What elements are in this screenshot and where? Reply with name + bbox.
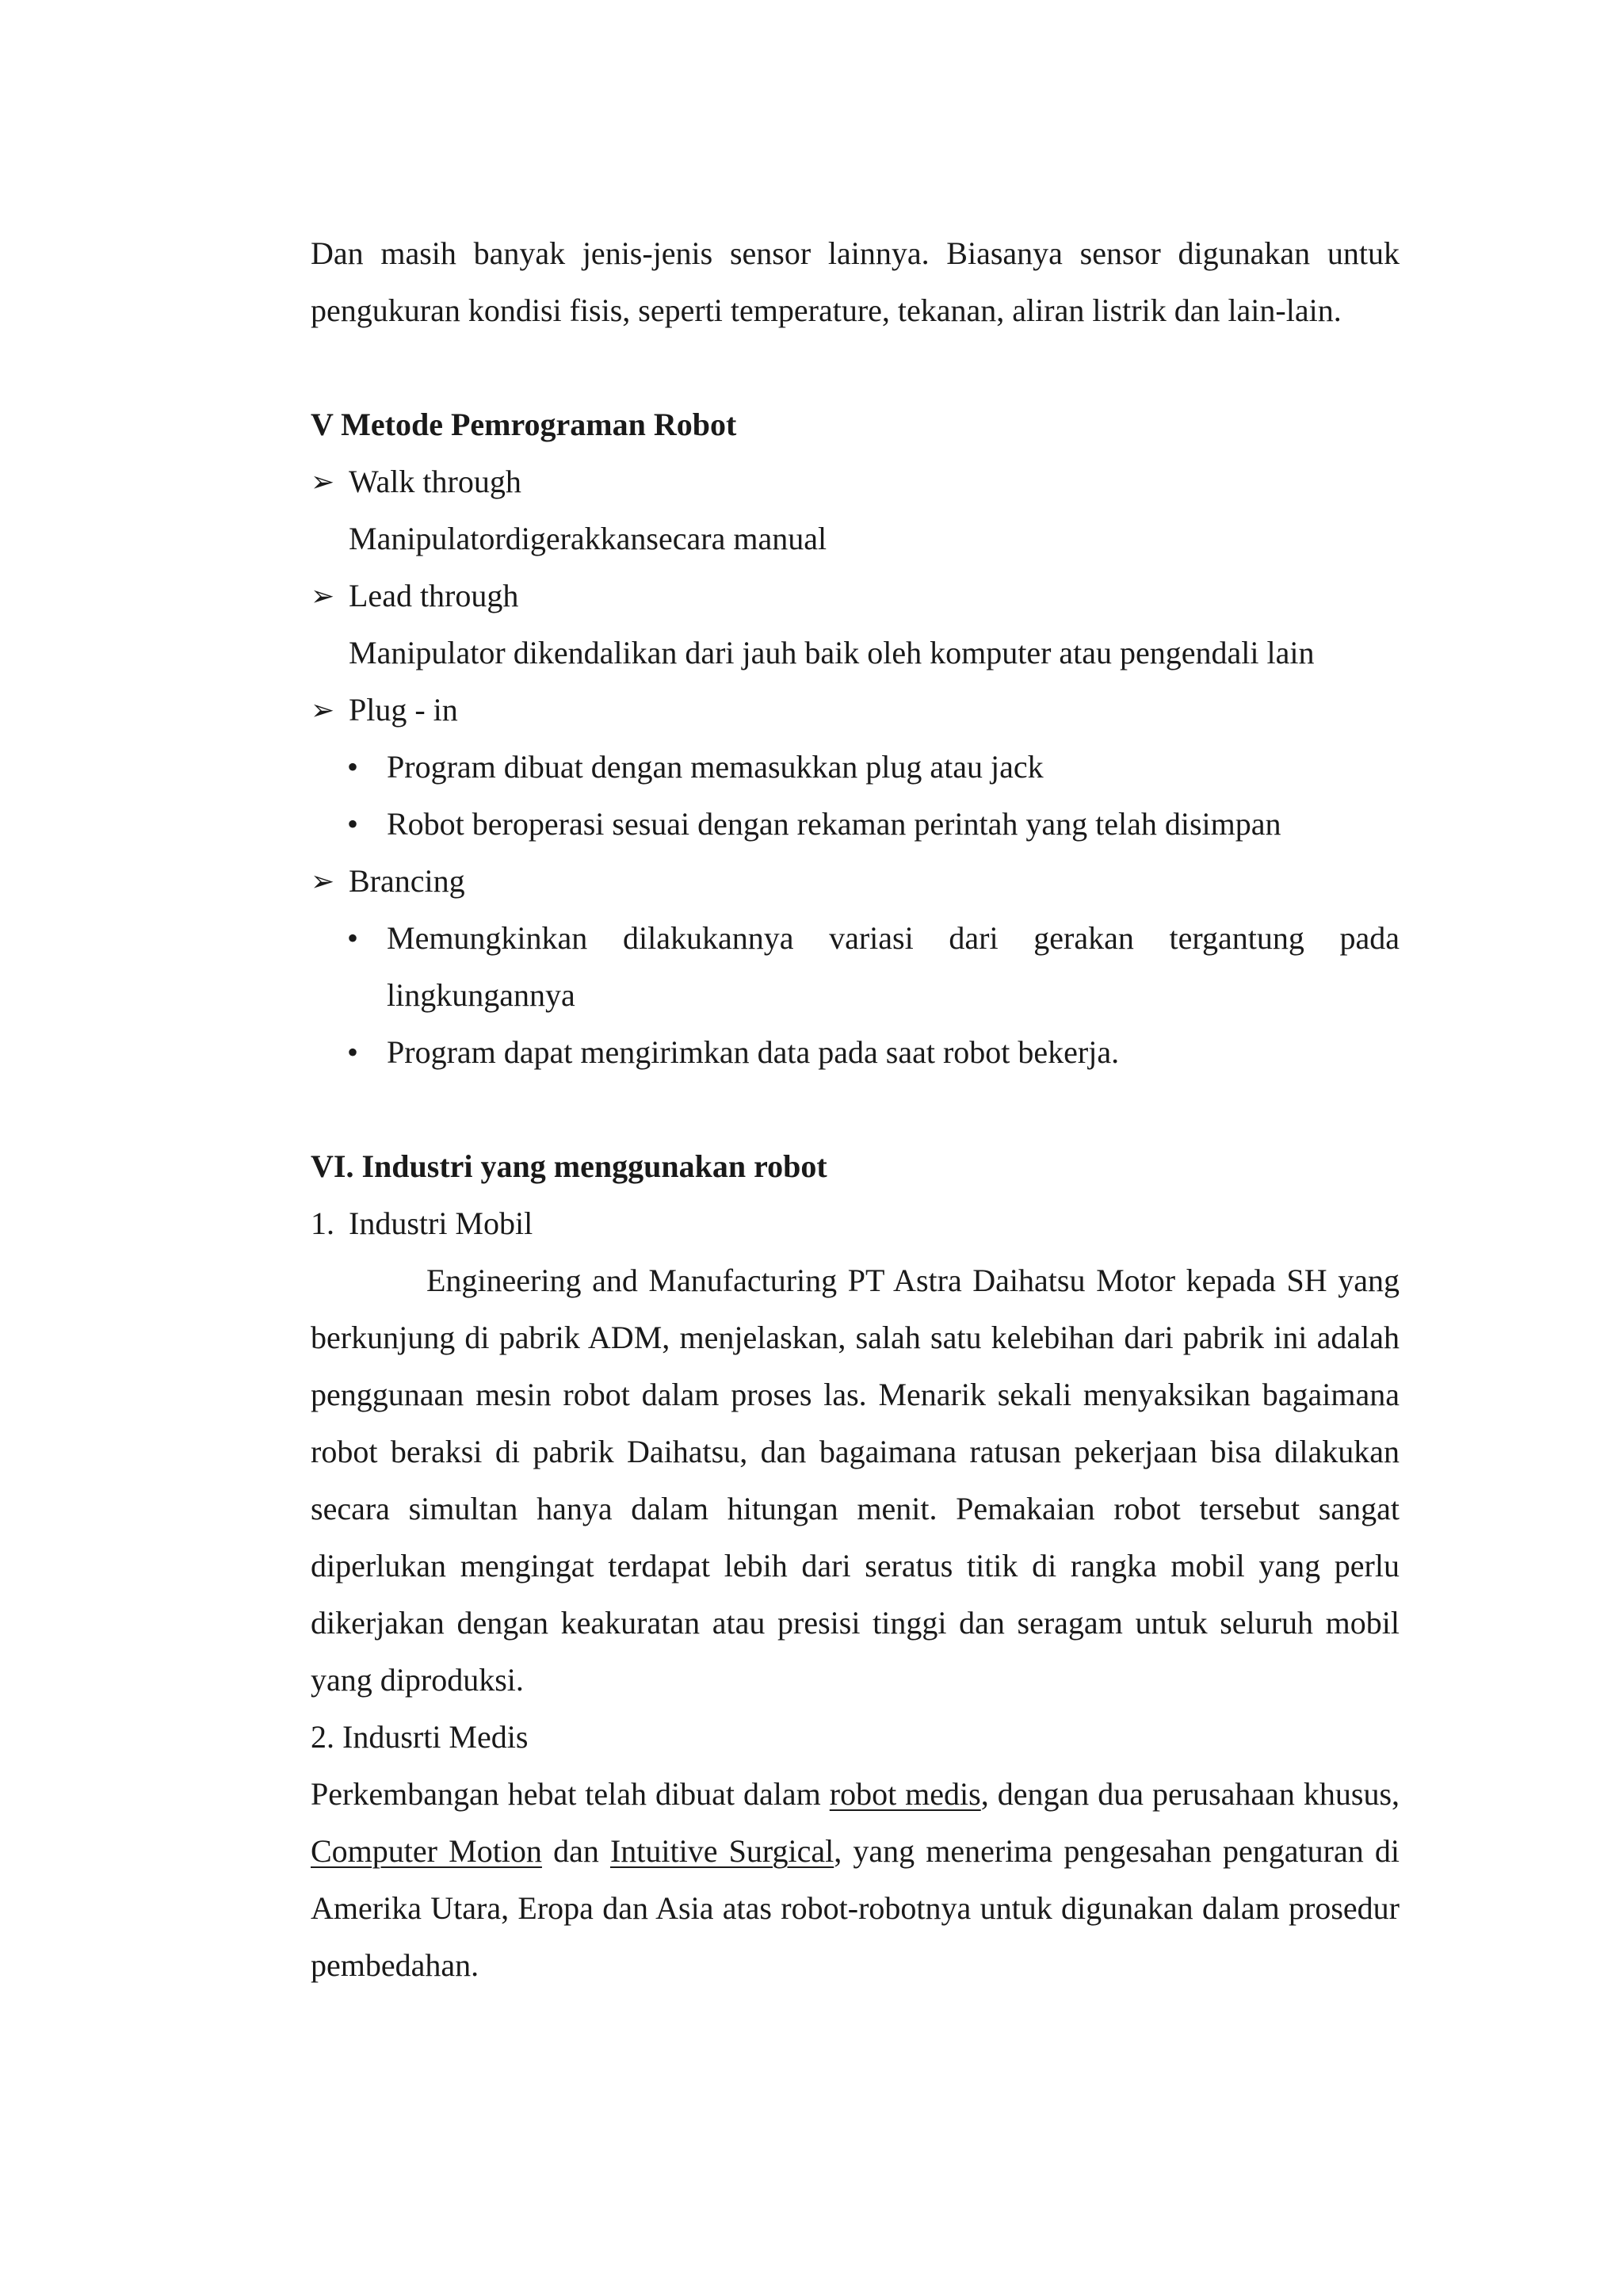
industry-item-car: [311, 1195, 1400, 1252]
sub-bullet-text: Memungkinkan dilakukannya variasi dari gerakan tergantung pada lingkungannya: [387, 920, 1400, 1013]
paragraph-text: dan: [541, 1833, 610, 1869]
section-5-heading: V Metode Pemrograman Robot: [311, 407, 737, 442]
list-item-label: Plug - in: [349, 692, 458, 728]
sub-bullet-text: Program dibuat dengan memasukkan plug atau jack: [387, 749, 1044, 785]
sub-bullet-text: Program dapat mengirimkan data pada saat robot bekerja.: [387, 1034, 1120, 1070]
list-item-description: Manipulator dikendalikan dari jauh baik oleh komputer atau pengendali lain: [349, 635, 1315, 670]
arrow-bullet-icon: ➢: [311, 580, 335, 612]
sub-bullet-text: Robot beroperasi sesuai dengan rekaman perintah yang telah disimpan: [387, 806, 1281, 842]
sub-bullet-item: [311, 1024, 1400, 1081]
list-item-label: Brancing: [349, 863, 465, 899]
paragraph-text: , yang menerima pengesahan pengaturan di Amerika Utara, Eropa dan Asia atas robot-robotnya untuk digunakan dalam prosedur pembedahan.: [311, 1833, 1400, 1983]
car-industry-paragraph: Engineering and Manufacturing PT Astra Daihatsu Motor kepada SH yang berkunjung di pabrik ADM, menjelaskan, salah satu kelebihan dari pabrik ini adalah penggunaan mesin robot dalam proses las. Menarik sekali menyaksikan bagaimana robot beraksi di pabrik Daihatsu, dan bagaimana ratusan pekerjaan bisa dilakukan secara simultan hanya dalam hitungan menit. Pemakaian robot tersebut sangat diperlukan mengingat terdapat lebih dari seratus titik di rangka mobil yang perlu dikerjakan dengan keakuratan atau presisi tinggi dan seragam untuk seluruh mobil yang diproduksi.: [311, 1263, 1400, 1698]
bullet-dot-icon: •: [347, 749, 359, 785]
bullet-dot-icon: •: [347, 1034, 359, 1070]
intro-paragraph: Dan masih banyak jenis-jenis sensor lainnya. Biasanya sensor digunakan untuk pengukuran kondisi fisis, seperti temperature, tekanan, aliran listrik dan lain-lain.: [311, 235, 1400, 328]
paragraph-text: Perkembangan hebat telah dibuat dalam: [311, 1776, 830, 1812]
item-label: Industri Mobil: [349, 1205, 533, 1241]
list-item-plug-in: [311, 682, 1400, 739]
computer-motion-link[interactable]: Computer Motion: [311, 1833, 542, 1869]
arrow-bullet-icon: ➢: [311, 694, 335, 726]
document-page: [311, 225, 1400, 1994]
list-item-label: Walk through: [349, 464, 521, 499]
list-item-brancing: [311, 853, 1400, 910]
arrow-bullet-icon: ➢: [311, 865, 335, 897]
list-item-walk-through: [311, 453, 1400, 510]
intuitive-surgical-link[interactable]: Intuitive Surgical: [609, 1833, 834, 1869]
medical-industry-paragraph: [311, 1766, 1400, 1994]
item-number: 1.: [311, 1205, 334, 1241]
spacer: [311, 339, 1400, 396]
robot-medis-link[interactable]: robot medis: [829, 1776, 981, 1812]
sub-bullet-item: [311, 739, 1400, 796]
medical-industry-heading: 2. Indusrti Medis: [311, 1719, 529, 1755]
bullet-dot-icon: •: [347, 920, 359, 956]
list-item-lead-through: [311, 567, 1400, 625]
section-6-heading: VI. Industri yang menggunakan robot: [311, 1148, 827, 1184]
paragraph-text: , dengan dua perusahaan khusus,: [980, 1776, 1400, 1812]
bullet-dot-icon: •: [347, 806, 359, 842]
list-item-label: Lead through: [349, 578, 519, 613]
arrow-bullet-icon: ➢: [311, 466, 335, 498]
list-item-description: Manipulatordigerakkansecara manual: [349, 521, 827, 556]
programming-methods-list: [311, 453, 1400, 1081]
sub-bullet-item: [311, 910, 1400, 1024]
sub-bullet-item: [311, 796, 1400, 853]
spacer: [311, 1081, 1400, 1138]
